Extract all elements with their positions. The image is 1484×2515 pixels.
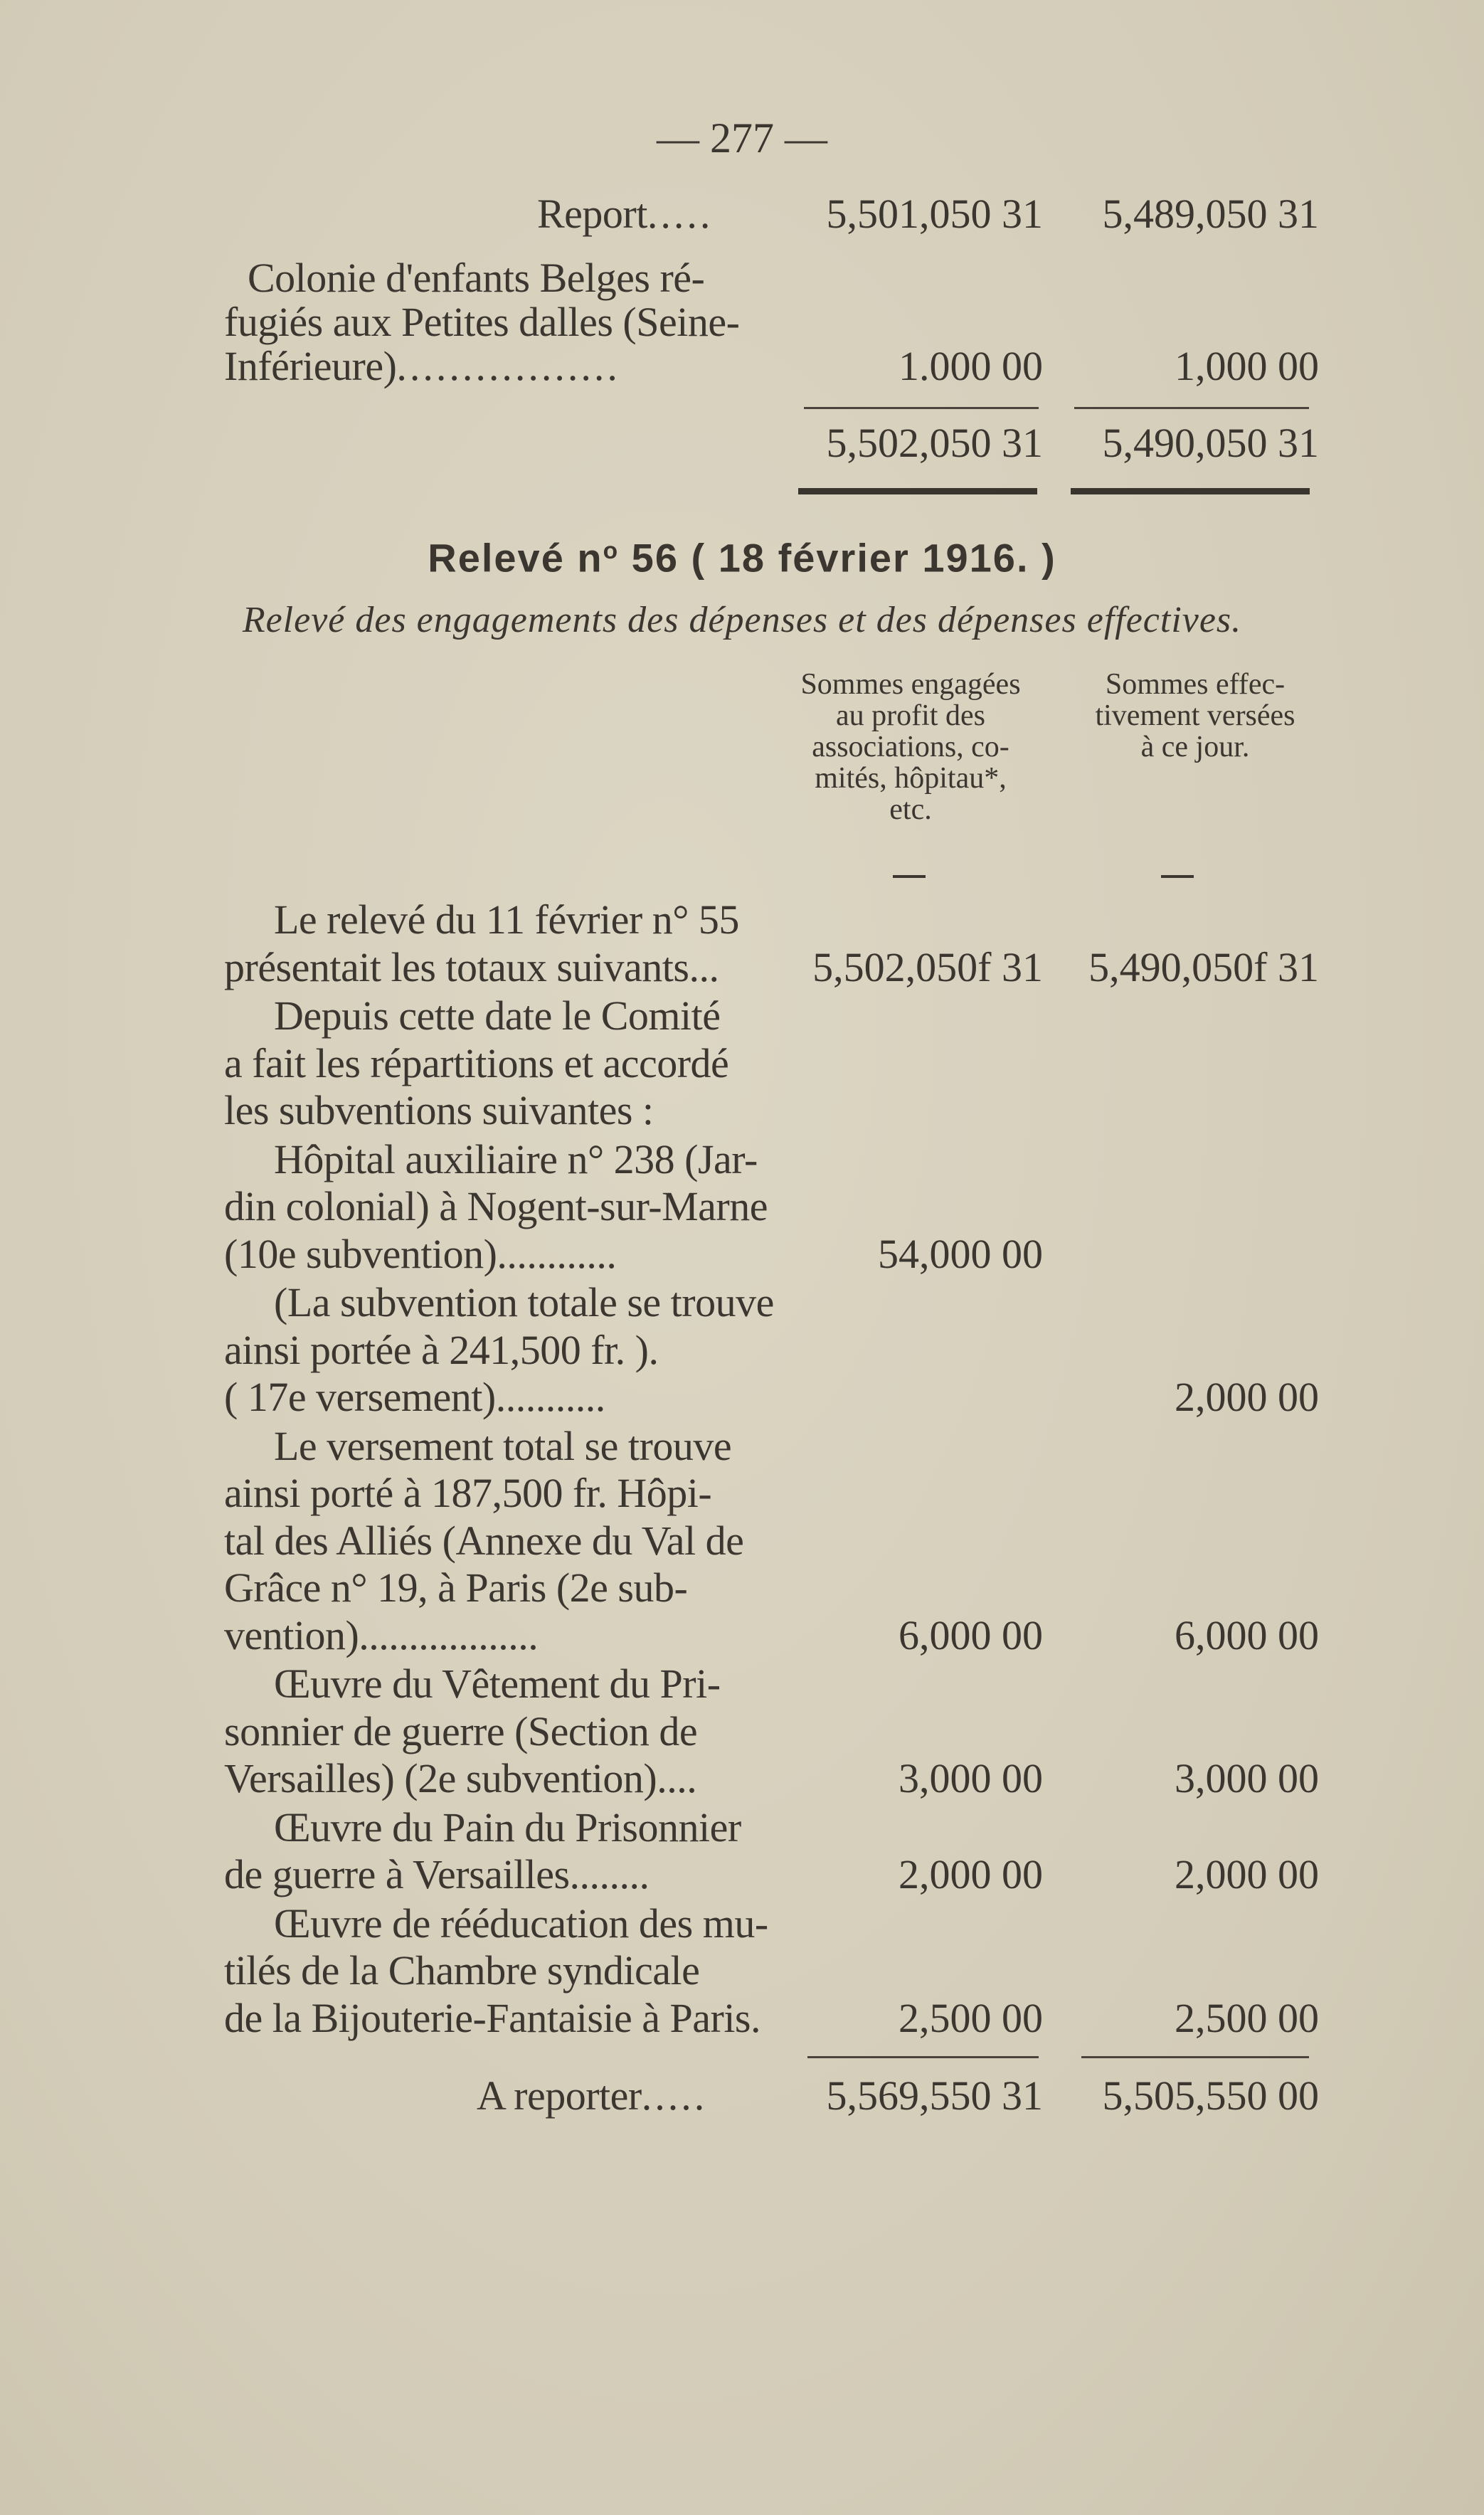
entry-line: Versailles) (2e subvention).... (224, 1755, 697, 1801)
entry-line: din colonial) à Nogent-sur-Marne (224, 1183, 768, 1229)
report-col2: 5,489,050 31 (1102, 191, 1319, 237)
colonie-col1: 1.000 00 (899, 343, 1043, 389)
entry-line: les subventions suivantes : (224, 1087, 654, 1133)
a-reporter-col2: 5,505,550 00 (1102, 2072, 1319, 2119)
entry-line: tal des Alliés (Annexe du Val de (224, 1517, 744, 1564)
rule-col1 (804, 407, 1039, 409)
final-rule-col2 (1081, 2056, 1309, 2058)
entry-amount-paid: 2,500 00 (1175, 1994, 1319, 2041)
entry-line: ainsi portée à 241,500 fr. ). (224, 1326, 659, 1373)
column-header-paid: Sommes effec- tivement versées à ce jour. (1095, 668, 1295, 763)
entry-line: (La subvention totale se trouve (274, 1279, 774, 1325)
subtotal-col1: 5,502,050 31 (826, 420, 1043, 466)
entry-line: tilés de la Chambre syndicale (224, 1947, 700, 1994)
entry-line: présentait les totaux suivants... (224, 943, 719, 990)
entry-amount-engaged: 2,500 00 (899, 1994, 1043, 2041)
colonie-line-2: fugiés aux Petites dalles (Seine- (224, 299, 740, 345)
page-number: — 277 — (657, 115, 827, 162)
report-label: Report..... (537, 191, 714, 237)
entry-amount-engaged: 3,000 00 (899, 1755, 1043, 1801)
colonie-line-1: Colonie d'enfants Belges ré- (248, 255, 705, 301)
entry-line: ( 17e versement)........... (224, 1374, 605, 1420)
colonie-line-3: Inférieure)................. (224, 343, 620, 389)
entry-amount-paid: 6,000 00 (1175, 1611, 1319, 1658)
subtotal-col2: 5,490,050 31 (1102, 420, 1319, 466)
entry-amount-engaged: 6,000 00 (899, 1611, 1043, 1658)
entry-line: Grâce n° 19, à Paris (2e sub- (224, 1564, 688, 1611)
header-dash-col2 (1161, 875, 1194, 878)
entry-line: Œuvre de rééducation des mu- (274, 1900, 768, 1947)
entry-amount-engaged: 5,502,050f 31 (812, 943, 1043, 990)
entry-line: Le versement total se trouve (274, 1422, 732, 1469)
final-rule-col1 (807, 2056, 1039, 2058)
entry-amount-paid: 2,000 00 (1175, 1374, 1319, 1420)
entry-line: vention).................. (224, 1611, 539, 1658)
entry-line: ainsi porté à 187,500 fr. Hôpi- (224, 1470, 712, 1516)
a-reporter-col1: 5,569,550 31 (826, 2072, 1043, 2119)
entry-line: (10e subvention)............ (224, 1230, 617, 1277)
section-title: Relevé $n^o$ 56 ( 18 février 1916. ) (428, 535, 1056, 581)
entry-line: sonnier de guerre (Section de (224, 1707, 698, 1754)
rule-col2 (1074, 407, 1309, 409)
thick-rule-col1 (798, 488, 1037, 494)
thick-rule-col2 (1071, 488, 1310, 494)
header-dash-col1 (893, 875, 926, 878)
entry-line: Depuis cette date le Comité (274, 992, 721, 1039)
entry-amount-engaged: 2,000 00 (899, 1851, 1043, 1897)
entry-amount-paid: 3,000 00 (1175, 1755, 1319, 1801)
entry-amount-engaged: 54,000 00 (878, 1230, 1043, 1277)
entry-amount-paid: 5,490,050f 31 (1088, 943, 1319, 990)
column-header-engaged: Sommes engagées au profit des associations, co- mités, hôpitau*, etc. (800, 668, 1021, 826)
entry-line: de la Bijouterie-Fantaisie à Paris. (224, 1994, 761, 2041)
entry-amount-paid: 2,000 00 (1175, 1851, 1319, 1897)
entry-line: Hôpital auxiliaire n° 238 (Jar- (274, 1135, 758, 1182)
report-col1: 5,501,050 31 (826, 191, 1043, 237)
colonie-col2: 1,000 00 (1175, 343, 1319, 389)
entry-line: Œuvre du Vêtement du Pri- (274, 1661, 721, 1707)
entry-line: de guerre à Versailles........ (224, 1851, 650, 1897)
entry-line: Œuvre du Pain du Prisonnier (274, 1804, 741, 1850)
entry-line: a fait les répartitions et accordé (224, 1039, 729, 1086)
entry-line: Le relevé du 11 février n° 55 (274, 896, 739, 943)
a-reporter-label: A reporter..... (477, 2072, 708, 2119)
section-subtitle: Relevé des engagements des dépenses et des dépenses effectives. (242, 600, 1242, 640)
